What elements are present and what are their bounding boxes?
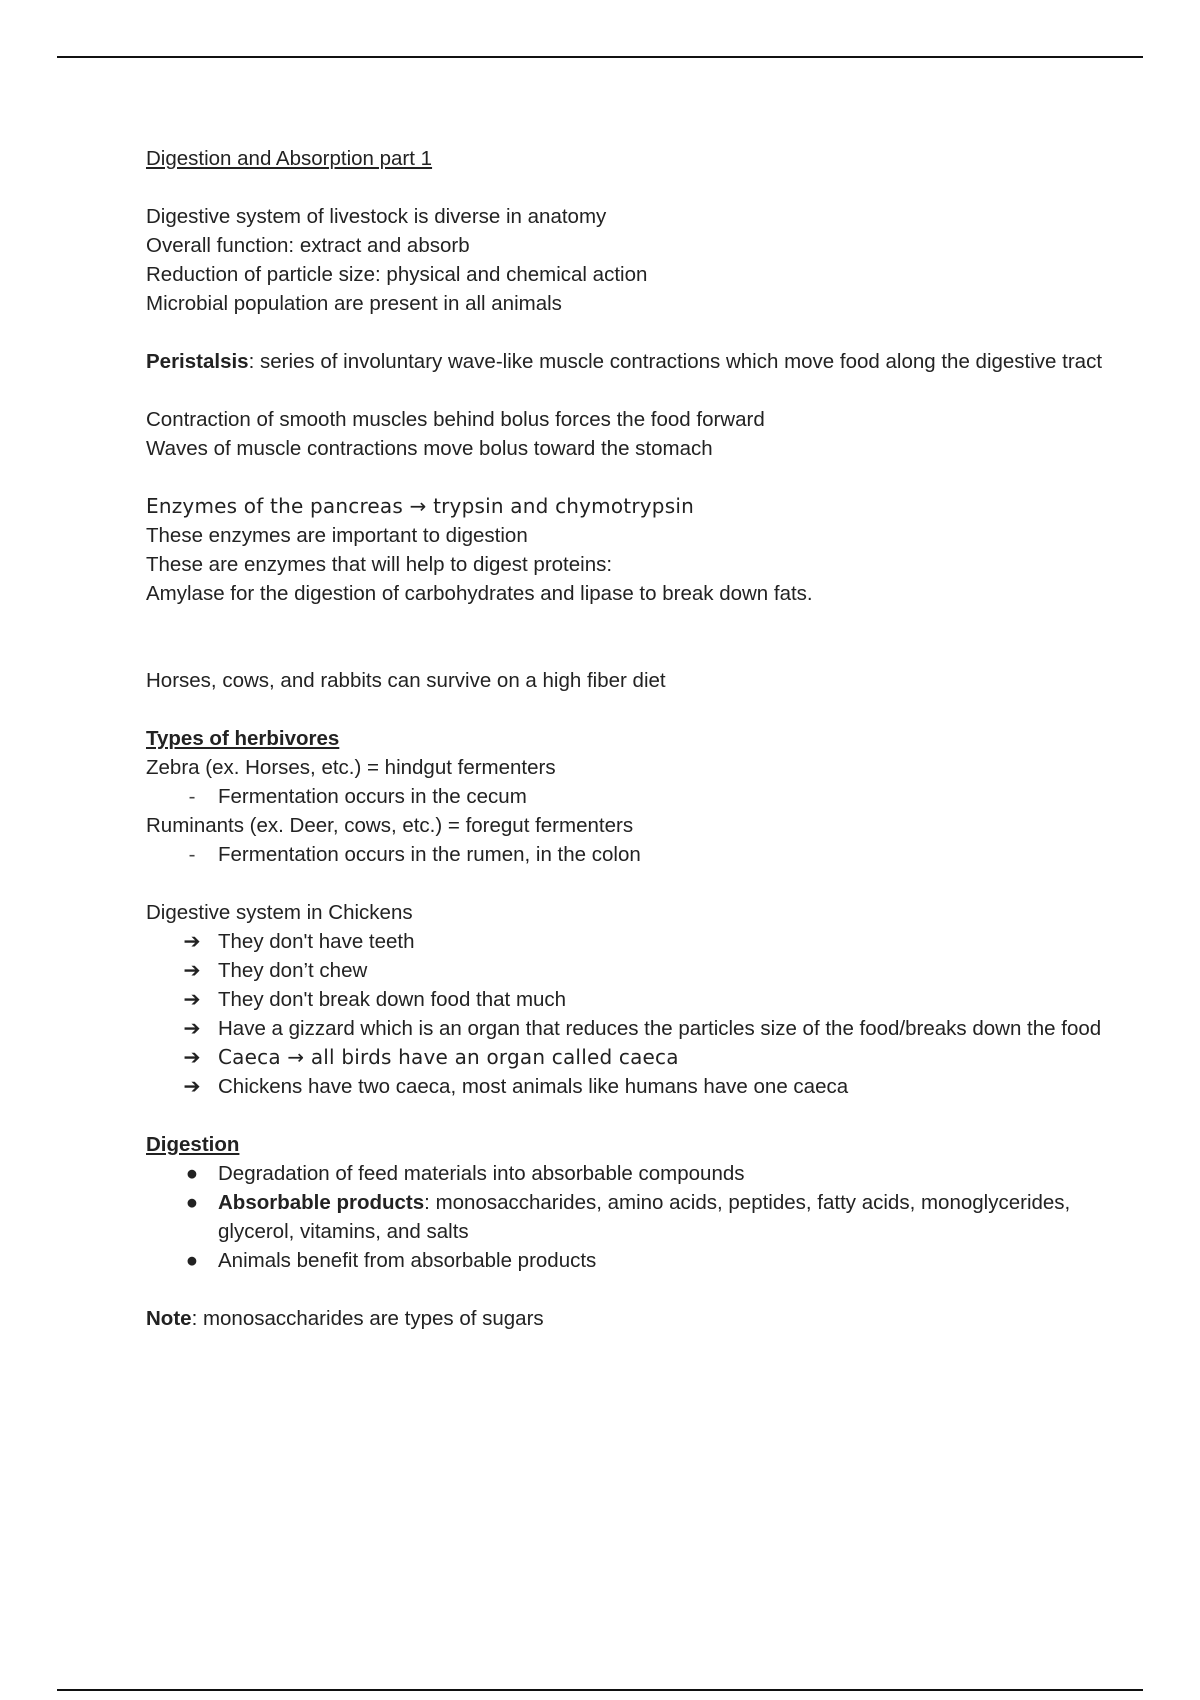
peristalsis-definition: : series of involuntary wave-like muscle contractions which move food along the digestive tract: [248, 350, 1103, 373]
hindgut-line: Zebra (ex. Horses, etc.) = hindgut fermenters: [146, 756, 556, 779]
list-item-text: : monosaccharides, amino acids, peptides, fatty acids, monoglycerides, glycerol, vitamins, and salts: [218, 1191, 1071, 1243]
intro-line: Microbial population are present in all animals: [146, 292, 562, 315]
enzymes-line: These enzymes are important to digestion: [146, 524, 528, 547]
note-term: Note: [146, 1307, 192, 1330]
bullet-icon: ●: [185, 1249, 199, 1272]
list-item: [146, 840, 1106, 869]
peristalsis-paragraph: [146, 347, 1106, 376]
list-item-text: They don't have teeth: [218, 930, 415, 953]
note-text: : monosaccharides are types of sugars: [191, 1307, 544, 1330]
arrow-icon: ➔: [183, 930, 201, 953]
list-item-text: Degradation of feed materials into absorbable compounds: [218, 1162, 745, 1185]
foregut-line: Ruminants (ex. Deer, cows, etc.) = foregut fermenters: [146, 814, 634, 837]
list-item: [146, 1188, 1106, 1246]
arrow-icon: ➔: [183, 1075, 201, 1098]
chickens-heading: Digestive system in Chickens: [146, 901, 413, 924]
list-item: [146, 927, 1106, 956]
contraction-line: Contraction of smooth muscles behind bolus forces the food forward: [146, 408, 765, 431]
top-rule: [57, 56, 1143, 58]
list-item-text: Have a gizzard which is an organ that reduces the particles size of the food/breaks down the food: [218, 1017, 1102, 1040]
enzymes-line: These are enzymes that will help to digest proteins:: [146, 553, 613, 576]
arrow-icon: ➔: [183, 1017, 201, 1040]
dash-marker: -: [188, 843, 196, 866]
list-item: [146, 782, 1106, 811]
list-item-text: They don't break down food that much: [218, 988, 567, 1011]
digestion-list: [146, 1159, 1106, 1275]
digestion-heading: Digestion: [146, 1133, 240, 1156]
intro-line: Reduction of particle size: physical and chemical action: [146, 263, 648, 286]
list-item-text: They don’t chew: [218, 959, 368, 982]
enzymes-heading: Enzymes of the pancreas → trypsin and chymotrypsin: [146, 494, 694, 518]
hindgut-sublist: [146, 782, 1106, 811]
enzymes-line: Amylase for the digestion of carbohydrates and lipase to break down fats.: [146, 582, 813, 605]
herbivores-heading: Types of herbivores: [146, 727, 340, 750]
list-item: [146, 1159, 1106, 1188]
list-item: [146, 1043, 1106, 1072]
intro-line: Digestive system of livestock is diverse in anatomy: [146, 205, 607, 228]
foregut-sublist: [146, 840, 1106, 869]
peristalsis-term: Peristalsis: [146, 350, 249, 373]
fiber-diet-line: Horses, cows, and rabbits can survive on a high fiber diet: [146, 669, 666, 692]
contraction-line: Waves of muscle contractions move bolus toward the stomach: [146, 437, 713, 460]
list-item-text: Fermentation occurs in the rumen, in the colon: [218, 843, 641, 866]
arrow-icon: ➔: [183, 1046, 201, 1069]
list-item-text: Chickens have two caeca, most animals like humans have one caeca: [218, 1075, 849, 1098]
bullet-icon: ●: [185, 1162, 199, 1185]
document-body: [146, 144, 1106, 1333]
list-item: [146, 1014, 1106, 1043]
note-paragraph: [146, 1304, 1106, 1333]
list-item-text: Fermentation occurs in the cecum: [218, 785, 527, 808]
list-item-text: Caeca → all birds have an organ called caeca: [218, 1045, 679, 1069]
chickens-list: [146, 927, 1106, 1101]
bottom-rule: [57, 1689, 1143, 1691]
dash-marker: -: [188, 785, 196, 808]
absorbable-products-term: Absorbable products: [218, 1191, 425, 1214]
list-item: [146, 1072, 1106, 1101]
document-title: Digestion and Absorption part 1: [146, 147, 433, 170]
list-item: [146, 985, 1106, 1014]
bullet-icon: ●: [185, 1191, 199, 1214]
list-item-text: Animals benefit from absorbable products: [218, 1249, 597, 1272]
intro-line: Overall function: extract and absorb: [146, 234, 470, 257]
arrow-icon: ➔: [183, 959, 201, 982]
list-item: [146, 1246, 1106, 1275]
arrow-icon: ➔: [183, 988, 201, 1011]
list-item: [146, 956, 1106, 985]
